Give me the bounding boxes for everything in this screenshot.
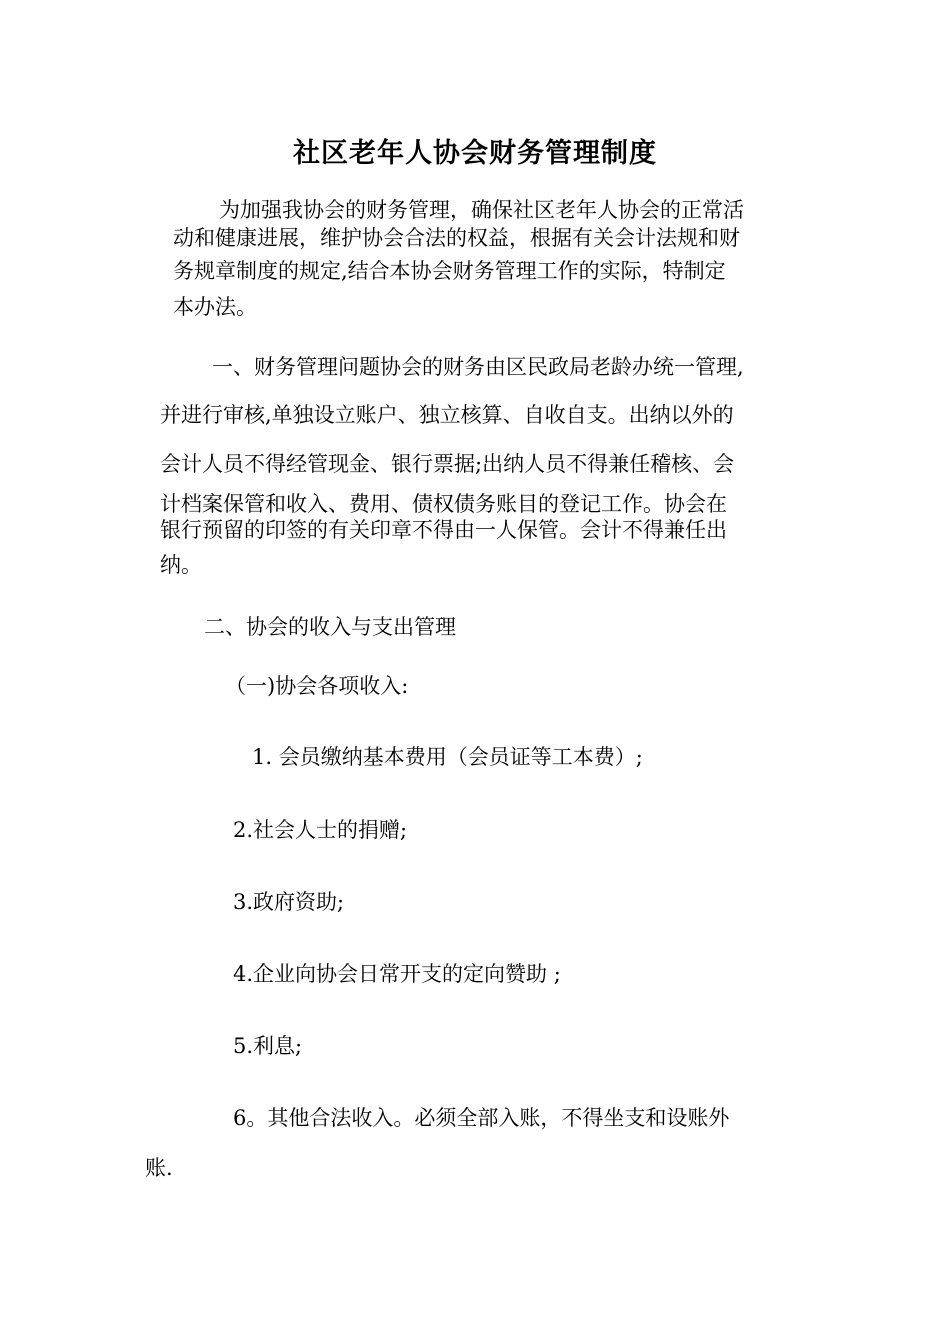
intro-line-4: 本办法。 <box>173 295 257 319</box>
section2-heading: 二、协会的收入与支出管理 <box>204 615 456 639</box>
section1-line-3: 会计人员不得经管现金、银行票据;出纳人员不得兼任稽核、会 <box>160 452 735 476</box>
intro-line-3: 务规章制度的规定,结合本协会财务管理工作的实际，特制定 <box>173 259 726 283</box>
section1-line-6: 纳。 <box>160 553 202 577</box>
section1-line-5: 银行预留的印签的有关印章不得由一人保管。会计不得兼任出 <box>160 518 727 542</box>
intro-line-2: 动和健康进展，维护协会合法的权益，根据有关会计法规和财 <box>173 226 740 250</box>
intro-line-1: 为加强我协会的财务管理，确保社区老年人协会的正常活 <box>219 198 744 222</box>
subsection1-heading: （一)协会各项收入: <box>225 674 409 698</box>
income-item-4: 4.企业向协会日常开支的定向赞助 ; <box>233 962 561 986</box>
income-item-2: 2.社会人士的捐赠; <box>233 818 408 842</box>
section1-line-1: 一、财务管理问题协会的财务由区民政局老龄办统一管理, <box>212 355 744 379</box>
income-item-3: 3.政府资助; <box>233 890 345 914</box>
income-item-5: 5.利息; <box>233 1034 303 1058</box>
income-item-1: 1. 会员缴纳基本费用（会员证等工本费）; <box>252 745 643 769</box>
section1-line-2: 并进行审核,单独设立账户、独立核算、自收自支。出纳以外的 <box>160 403 734 427</box>
income-item-6: 6。其他合法收入。必须全部入账，不得坐支和设账外 <box>233 1106 730 1130</box>
income-item-6-continuation: 账. <box>145 1156 173 1180</box>
section1-line-4: 计档案保管和收入、费用、债权债务账目的登记工作。协会在 <box>160 492 727 516</box>
document-title: 社区老年人协会财务管理制度 <box>293 138 657 169</box>
